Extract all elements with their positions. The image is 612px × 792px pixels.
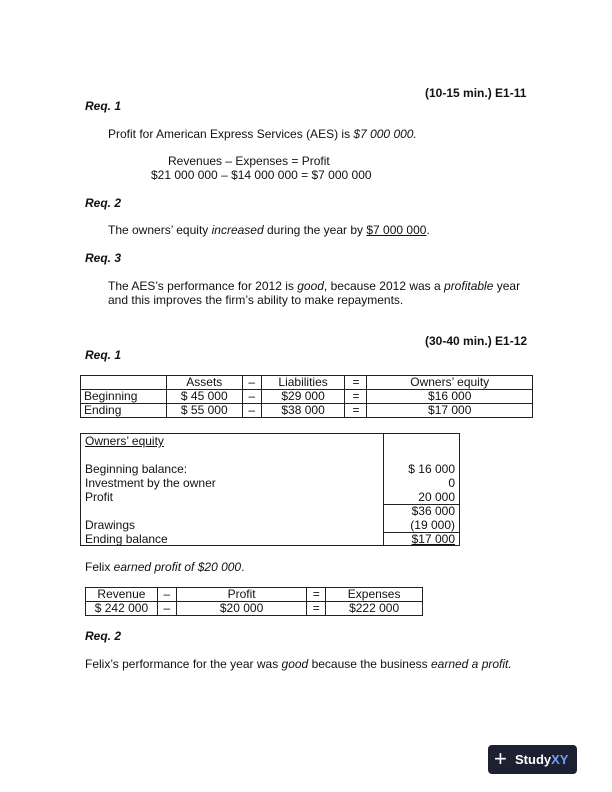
table-header-row [81,376,533,390]
table-header: Owners’ equity [367,376,533,390]
table-cell: $ 55 000 [166,404,242,418]
table-header: Liabilities [261,376,345,390]
table-cell: $ 242 000 [86,602,158,616]
oe-label: Investment by the owner [85,476,216,490]
e1-11-req3-line1: The AES’s performance for 2012 is good, because 2012 was a profitable year [108,279,521,293]
oe-label: Ending balance [85,532,168,546]
e1-12-req1-label: Req. 1 [85,348,122,362]
table-cell: – [242,404,261,418]
e1-11-req3-line2: and this improves the firm’s ability to make repayments. [108,293,404,307]
table-cell: = [345,390,367,404]
table-cell: – [157,602,176,616]
table-header [81,376,167,390]
table-cell: = [307,602,326,616]
table-cell: $17 000 [367,404,533,418]
e1-12-header: (30-40 min.) E1-12 [425,334,528,348]
e1-12-req2-text: Felix’s performance for the year was good because the business earned a profit. [85,657,512,671]
oe-label: Drawings [85,518,136,532]
table-header-row [86,588,423,602]
table-cell: $ 45 000 [166,390,242,404]
table-cell: $20 000 [176,602,306,616]
owners-equity-statement [80,433,460,546]
oe-value: 20 000 [418,490,455,504]
table-cell: Ending [81,404,167,418]
table-cell: = [345,404,367,418]
formula-line1: Revenues – Expenses = Profit [168,154,330,168]
owners-equity-title: Owners’ equity [85,434,164,448]
logo-text: StudyXY [515,752,569,767]
e1-12-req2-label: Req. 2 [85,629,122,643]
oe-value: 0 [448,476,455,490]
e1-11-req1-label: Req. 1 [85,99,122,113]
profit-table [85,587,423,616]
e1-11-req1-text: Profit for American Express Services (AES) is $7 000 000. [108,127,417,141]
oe-value: (19 000) [410,518,455,532]
table-cell: $222 000 [326,602,423,616]
oe-subtotal: $36 000 [411,504,455,518]
table-row [81,404,533,418]
table-header: Profit [176,588,306,602]
oe-label: Profit [85,490,114,504]
plus-icon: + [494,746,507,771]
table-header: – [157,588,176,602]
table-header: = [307,588,326,602]
felix-profit-statement: Felix earned profit of $20 000. [85,560,245,574]
table-row [81,390,533,404]
table-cell: Beginning [81,390,167,404]
oe-value: $ 16 000 [408,462,455,476]
column-divider [383,434,384,545]
e1-11-req2-label: Req. 2 [85,196,122,210]
table-cell: – [242,390,261,404]
oe-total: $17 000 [411,532,455,546]
table-header: – [242,376,261,390]
accounting-equation-table [80,375,533,418]
e1-11-req3-label: Req. 3 [85,251,122,265]
e1-11-req2-text: The owners’ equity increased during the year by $7 000 000. [108,223,430,237]
table-header: Assets [166,376,242,390]
table-cell: $29 000 [261,390,345,404]
table-cell: $38 000 [261,404,345,418]
table-row [86,602,423,616]
formula-line2: $21 000 000 – $14 000 000 = $7 000 000 [151,168,372,182]
table-header: Expenses [326,588,423,602]
e1-11-header: (10-15 min.) E1-11 [425,86,527,100]
table-cell: $16 000 [367,390,533,404]
oe-label: Beginning balance: [85,462,188,476]
table-header: = [345,376,367,390]
studyxy-logo [488,745,577,774]
table-header: Revenue [86,588,158,602]
